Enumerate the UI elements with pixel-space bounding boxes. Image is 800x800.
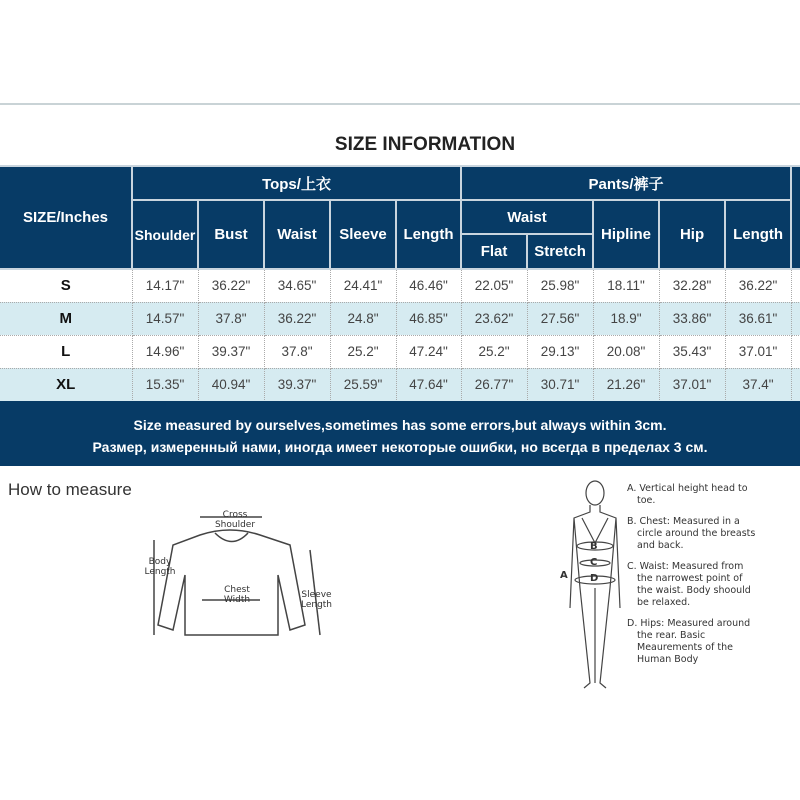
- how-to-measure-title: How to measure: [8, 480, 132, 499]
- value-cell: 36.22": [198, 269, 264, 302]
- col-pants-length: Length: [725, 200, 791, 269]
- col-flat: Flat: [461, 234, 527, 269]
- col-sleeve: Sleeve: [330, 200, 396, 269]
- value-cell: 39.37": [198, 335, 264, 368]
- col-stretch: Stretch: [527, 234, 593, 269]
- value-cell: 37.01": [725, 335, 791, 368]
- value-cell: 37.8": [198, 302, 264, 335]
- label-b: B: [590, 541, 598, 552]
- value-cell: 34.65": [264, 269, 330, 302]
- extra-cell: [791, 302, 800, 335]
- value-cell: 26.77": [461, 368, 527, 401]
- cross-shoulder-label: Cross Shoulder: [214, 510, 256, 530]
- chest-width-label: Chest Width: [223, 585, 251, 605]
- col-pants-waist: Waist: [461, 200, 593, 234]
- value-cell: 14.17": [132, 269, 198, 302]
- body-diagram: [560, 478, 630, 693]
- value-cell: 35.43": [659, 335, 725, 368]
- value-cell: 30.71": [527, 368, 593, 401]
- table-row: [0, 368, 800, 401]
- size-table: [0, 165, 800, 402]
- col-hipline: Hipline: [593, 200, 659, 269]
- value-cell: 21.26": [593, 368, 659, 401]
- note-c: C. Waist: Measured from the narrowest point of the waist. Body shoould be relaxed.: [627, 561, 751, 608]
- col-waist: Waist: [264, 200, 330, 269]
- value-cell: 14.57": [132, 302, 198, 335]
- value-cell: 47.24": [396, 335, 461, 368]
- table-row: [0, 269, 800, 302]
- divider: [0, 103, 800, 105]
- value-cell: 25.98": [527, 269, 593, 302]
- tops-header: Tops/上衣: [132, 166, 461, 200]
- extra-cell: [791, 335, 800, 368]
- value-cell: 33.86": [659, 302, 725, 335]
- value-cell: 27.56": [527, 302, 593, 335]
- value-cell: 37.01": [659, 368, 725, 401]
- sleeve-length-label: Sleeve Length: [300, 590, 333, 610]
- value-cell: 37.4": [725, 368, 791, 401]
- value-cell: 36.22": [725, 269, 791, 302]
- value-cell: 25.59": [330, 368, 396, 401]
- size-header: SIZE/Inches: [0, 166, 132, 269]
- extra-cell: [791, 368, 800, 401]
- body-length-label: Body Length: [144, 557, 176, 577]
- value-cell: 25.2": [330, 335, 396, 368]
- value-cell: 37.8": [264, 335, 330, 368]
- value-cell: 39.37": [264, 368, 330, 401]
- value-cell: 24.41": [330, 269, 396, 302]
- disclaimer-banner: [0, 401, 800, 466]
- value-cell: 46.85": [396, 302, 461, 335]
- col-bust: Bust: [198, 200, 264, 269]
- table-row: [0, 302, 800, 335]
- col-hip: Hip: [659, 200, 725, 269]
- label-c: C: [590, 557, 598, 568]
- value-cell: 18.11": [593, 269, 659, 302]
- size-cell: S: [0, 269, 132, 302]
- value-cell: 40.94": [198, 368, 264, 401]
- value-cell: 32.28": [659, 269, 725, 302]
- col-shoulder: Shoulder: [132, 200, 198, 269]
- value-cell: 15.35": [132, 368, 198, 401]
- value-cell: 25.2": [461, 335, 527, 368]
- note-b: B. Chest: Measured in a circle around the breasts and back.: [627, 516, 756, 551]
- disclaimer-en: Size measured by ourselves,sometimes has some errors,but always within 3cm.: [133, 417, 667, 433]
- extra-header: [791, 166, 800, 269]
- note-a: A. Vertical height head to toe.: [627, 483, 748, 506]
- value-cell: 20.08": [593, 335, 659, 368]
- value-cell: 46.46": [396, 269, 461, 302]
- value-cell: 36.22": [264, 302, 330, 335]
- value-cell: 14.96": [132, 335, 198, 368]
- value-cell: 47.64": [396, 368, 461, 401]
- label-a: A: [560, 570, 568, 581]
- disclaimer-ru: Размер, измеренный нами, иногда имеет некоторые ошибки, но всегда в пределах 3 см.: [92, 439, 708, 455]
- size-cell: XL: [0, 368, 132, 401]
- note-d: D. Hips: Measured around the rear. Basic Meaurements of the Human Body: [627, 618, 751, 665]
- value-cell: 24.8": [330, 302, 396, 335]
- value-cell: 36.61": [725, 302, 791, 335]
- table-row: [0, 335, 800, 368]
- pants-header: Pants/裤子: [461, 166, 791, 200]
- size-cell: L: [0, 335, 132, 368]
- measure-notes: [627, 483, 757, 675]
- value-cell: 23.62": [461, 302, 527, 335]
- page-title: SIZE INFORMATION: [334, 134, 516, 155]
- extra-cell: [791, 269, 800, 302]
- col-length: Length: [396, 200, 461, 269]
- value-cell: 22.05": [461, 269, 527, 302]
- value-cell: 29.13": [527, 335, 593, 368]
- size-cell: M: [0, 302, 132, 335]
- value-cell: 18.9": [593, 302, 659, 335]
- label-d: D: [590, 573, 599, 584]
